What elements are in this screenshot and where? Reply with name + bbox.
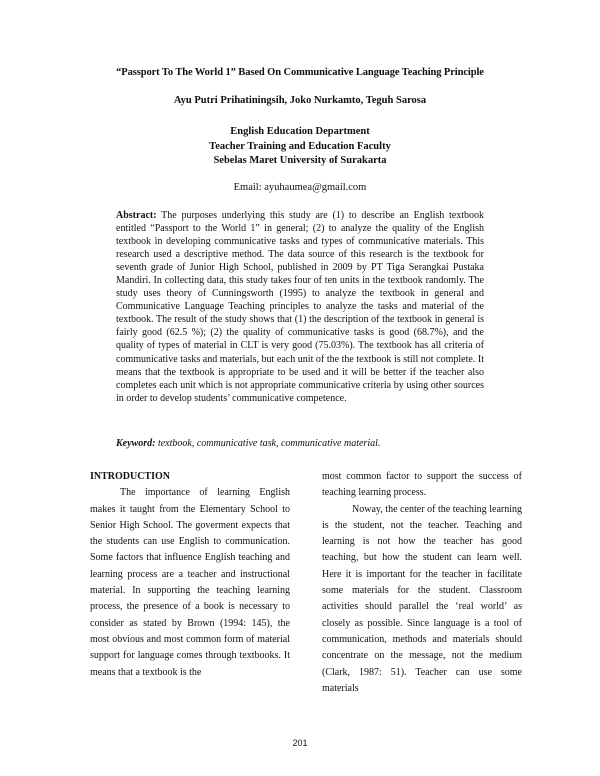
paper-title: “Passport To The World 1” Based On Communicative Language Teaching Principle <box>116 67 484 78</box>
abstract-label: Abstract: <box>116 210 157 221</box>
affiliation-faculty: Teacher Training and Education Faculty <box>209 140 391 152</box>
intro-paragraph-2: Noway, the center of the teaching learning is the student, not the teacher. Teaching and learning is not how the teacher has good teaching, but how the student can learn well. Here it is important for the teacher in facilitate some materials for the student. Classroom activities should parallel the ‘real world’ as closely as possible. Since language is a tool of communication, methods and materials should concentrate on the message, not the medium (Clark, 1987: 51). Teacher can use some materials <box>322 503 522 694</box>
abstract <box>116 209 484 405</box>
keywords <box>116 438 484 449</box>
intro-paragraph-1-continued: most common factor to support the success of teaching learning process. <box>322 471 522 499</box>
affiliation-block <box>0 125 600 169</box>
keyword-text: textbook, communicative task, communicative material. <box>155 438 381 449</box>
left-column <box>90 469 290 681</box>
page-number: 201 <box>292 738 308 748</box>
introduction-heading: INTRODUCTION <box>90 471 171 482</box>
paper-authors: Ayu Putri Prihatiningsih, Joko Nurkamto, Teguh Sarosa <box>173 95 427 106</box>
intro-paragraph-1: The importance of learning English makes it taught from the Elementary School to Senior High School. The goverment expects that the students can use English to communication. Some factors that influence English teaching and learning process are a teacher and instructional material. In supporting the teaching learning process, the presence of a book is necessary to consider as stated by Brown (1994: 145), the most obvious and most common form of material support for language comes through textbooks. It means that a textbook is the <box>90 487 290 678</box>
affiliation-university: Sebelas Maret University of Surakarta <box>213 155 387 166</box>
author-email: Email: ayuhaumea@gmail.com <box>233 182 367 193</box>
keyword-label: Keyword: <box>116 438 156 449</box>
right-column <box>322 469 522 697</box>
abstract-text: The purposes underlying this study are (1) to describe an English textbook entitled “Passport to the World 1” in general; (2) to analyze the quality of the English textbook in developing communicative tasks and types of communicative materials. This research used a descriptive method. The data source of this research is the textbook for seventh grade of Junior High School, published in 2009 by PT Tiga Serangkai Pustaka Mandiri. In collecting data, this study takes four of ten units in the textbook randomly. The study uses theory of Cunningsworth (1995) to analyze the textbook in general and Communicative Language Teaching principles to analyze the tasks and material of the textbook. The result of the study shows that (1) the description of the textbook in general is fairly good (62.5 %); (2) the quality of communicative tasks is good (68.7%), and the quality of types of material in CLT is very good (75.03%). The textbook has all criteria of communicative tasks and materials, but each unit of the the textbook is still not complete. It means that the textbook is appropriate to be used and it will be better if the teacher also completes each unit which is not appropriate communicative criteria by using other sources in order to develop students’ communicative competence. <box>116 210 484 404</box>
affiliation-department: English Education Department <box>230 126 370 137</box>
